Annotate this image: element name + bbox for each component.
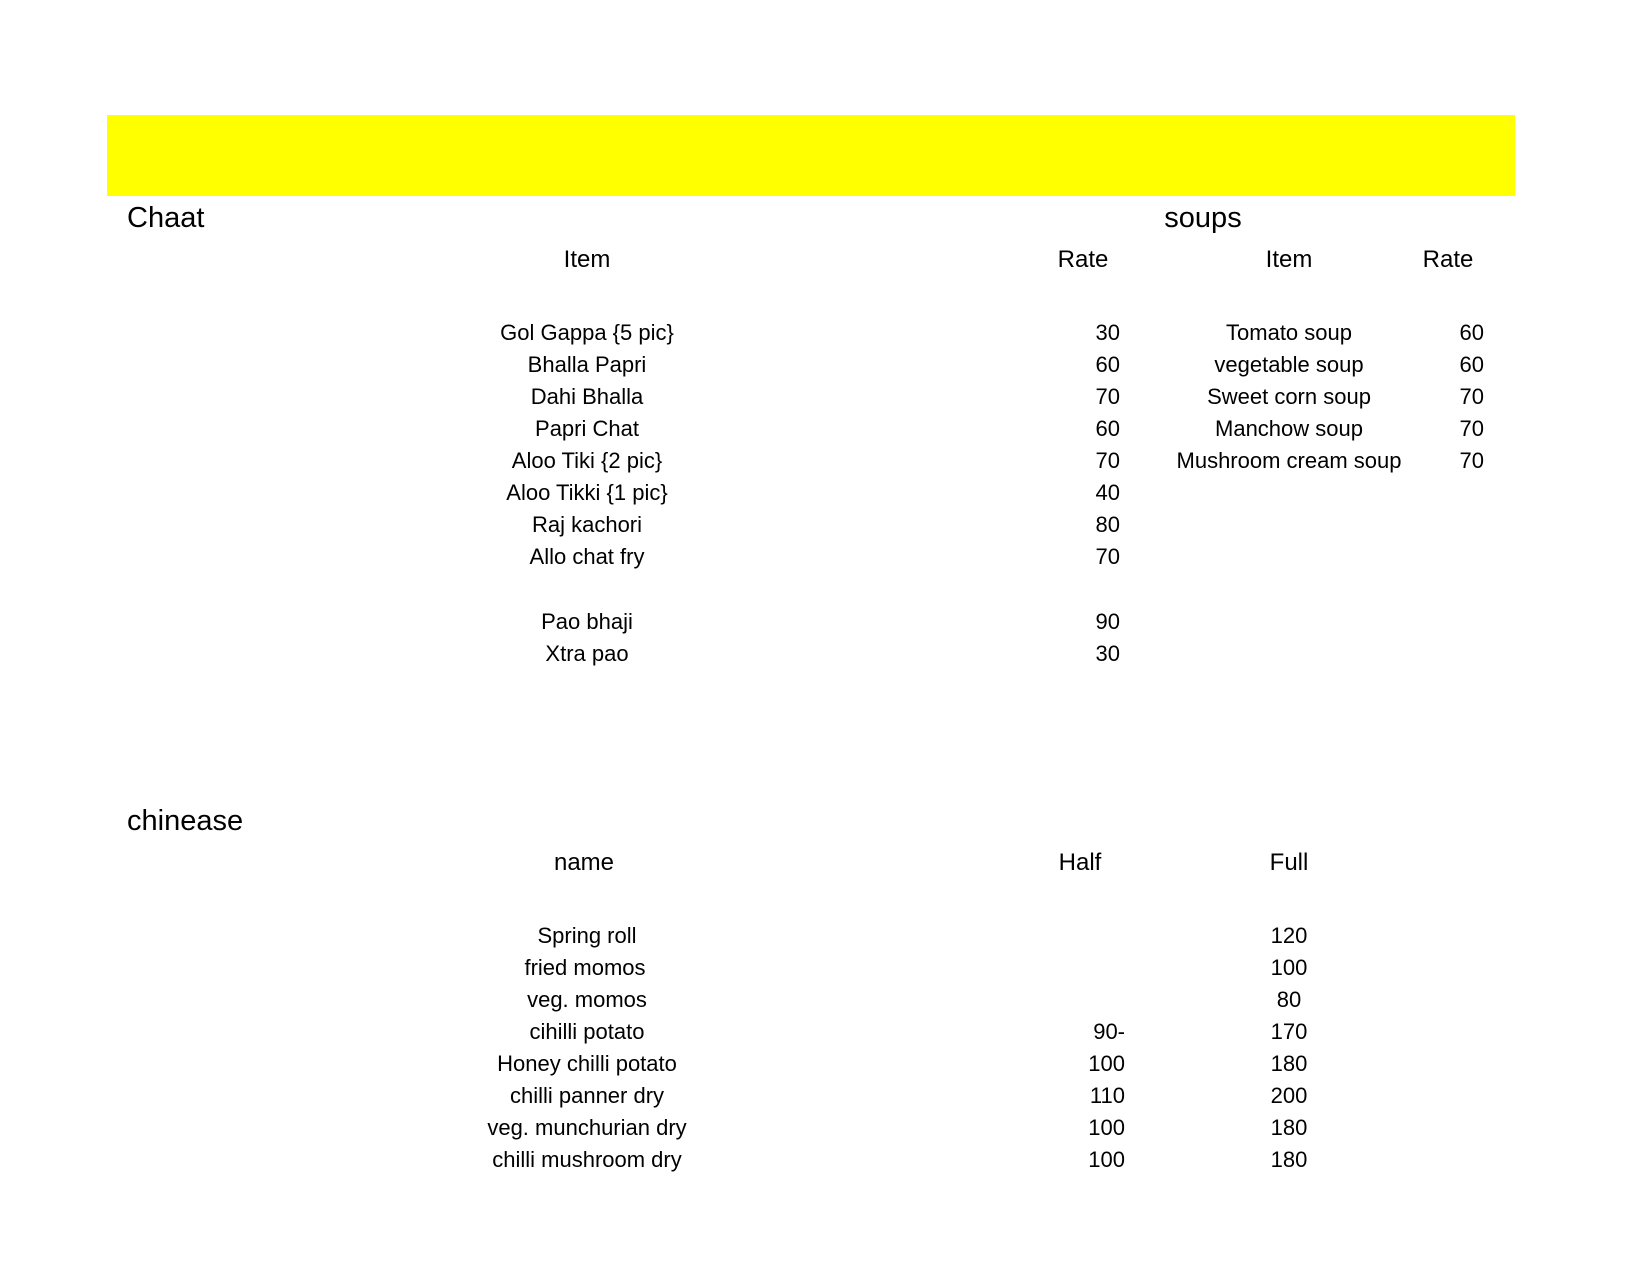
chaat-rate-header: Rate <box>1057 246 1109 273</box>
chaat-rate: 70 <box>1095 448 1120 473</box>
chaat-item: Dahi Bhalla <box>530 384 644 409</box>
chaat-section-title: Chaat <box>127 202 205 234</box>
chinese-half-header: Half <box>1058 849 1102 876</box>
chaat-item: Papri Chat <box>535 416 639 441</box>
chinese-full-header: Full <box>1269 849 1309 876</box>
chinese-full-price: 180 <box>1270 1115 1308 1140</box>
chaat-item-header: Item <box>563 246 611 273</box>
soups-section-title: soups <box>1164 202 1242 234</box>
chinese-name-header: name <box>553 849 615 876</box>
chinese-item-name: chilli mushroom dry <box>492 1147 682 1172</box>
chaat-item: Aloo Tikki {1 pic} <box>506 480 668 505</box>
chaat-item: Xtra pao <box>545 641 629 666</box>
soups-rate: 70 <box>1459 416 1484 441</box>
chinese-full-price: 180 <box>1270 1147 1308 1172</box>
chinese-item-name: cihilli potato <box>529 1019 645 1044</box>
chinese-full-price: 100 <box>1270 955 1308 980</box>
chinese-half-price: 100 <box>1088 1147 1125 1172</box>
chaat-rate: 90 <box>1095 609 1120 634</box>
chaat-rate: 70 <box>1095 384 1120 409</box>
soups-rate-header: Rate <box>1422 246 1474 273</box>
chaat-rate: 60 <box>1095 416 1120 441</box>
chaat-rate: 30 <box>1095 641 1120 666</box>
soups-item: Tomato soup <box>1226 320 1352 345</box>
soups-rate: 60 <box>1459 320 1484 345</box>
chinese-item-name: Honey chilli potato <box>497 1051 677 1076</box>
chinese-item-name: veg. momos <box>527 987 647 1012</box>
chaat-item: Raj kachori <box>531 512 643 537</box>
chinese-full-price: 120 <box>1270 923 1308 948</box>
soups-item: Manchow soup <box>1215 416 1363 441</box>
chinese-half-price: 100 <box>1088 1115 1125 1140</box>
chaat-rate: 80 <box>1095 512 1120 537</box>
chinese-full-price: 80 <box>1276 987 1302 1012</box>
chaat-item: Bhalla Papri <box>527 352 647 377</box>
soups-rate: 70 <box>1459 384 1484 409</box>
chinese-half-price: 100 <box>1088 1051 1125 1076</box>
chinese-section-title: chinease <box>127 805 244 837</box>
chaat-item: Allo chat fry <box>529 544 645 569</box>
chinese-full-price: 170 <box>1270 1019 1308 1044</box>
chaat-rate: 70 <box>1095 544 1120 569</box>
soups-item: vegetable soup <box>1214 352 1364 377</box>
soups-item: Mushroom cream soup <box>1176 448 1402 473</box>
chaat-item: Aloo Tiki {2 pic} <box>511 448 663 473</box>
chaat-rate: 40 <box>1095 480 1120 505</box>
soups-item: Sweet corn soup <box>1207 384 1371 409</box>
chinese-item-name: chilli panner dry <box>509 1083 665 1108</box>
chaat-item: Pao bhaji <box>541 609 633 634</box>
chinese-full-price: 180 <box>1270 1051 1308 1076</box>
chinese-item-name: fried momos <box>524 955 646 980</box>
chaat-item: Gol Gappa {5 pic} <box>500 320 674 345</box>
soups-rate: 70 <box>1459 448 1484 473</box>
header-banner <box>107 115 1515 196</box>
chaat-rate: 60 <box>1095 352 1120 377</box>
chinese-half-price: 90- <box>1093 1019 1125 1044</box>
chinese-item-name: Spring roll <box>537 923 637 948</box>
soups-rate: 60 <box>1459 352 1484 377</box>
chinese-half-price: 110 <box>1089 1083 1125 1108</box>
chinese-item-name: veg. munchurian dry <box>487 1115 687 1140</box>
chaat-rate: 30 <box>1095 320 1120 345</box>
soups-item-header: Item <box>1265 246 1313 273</box>
chinese-full-price: 200 <box>1270 1083 1308 1108</box>
